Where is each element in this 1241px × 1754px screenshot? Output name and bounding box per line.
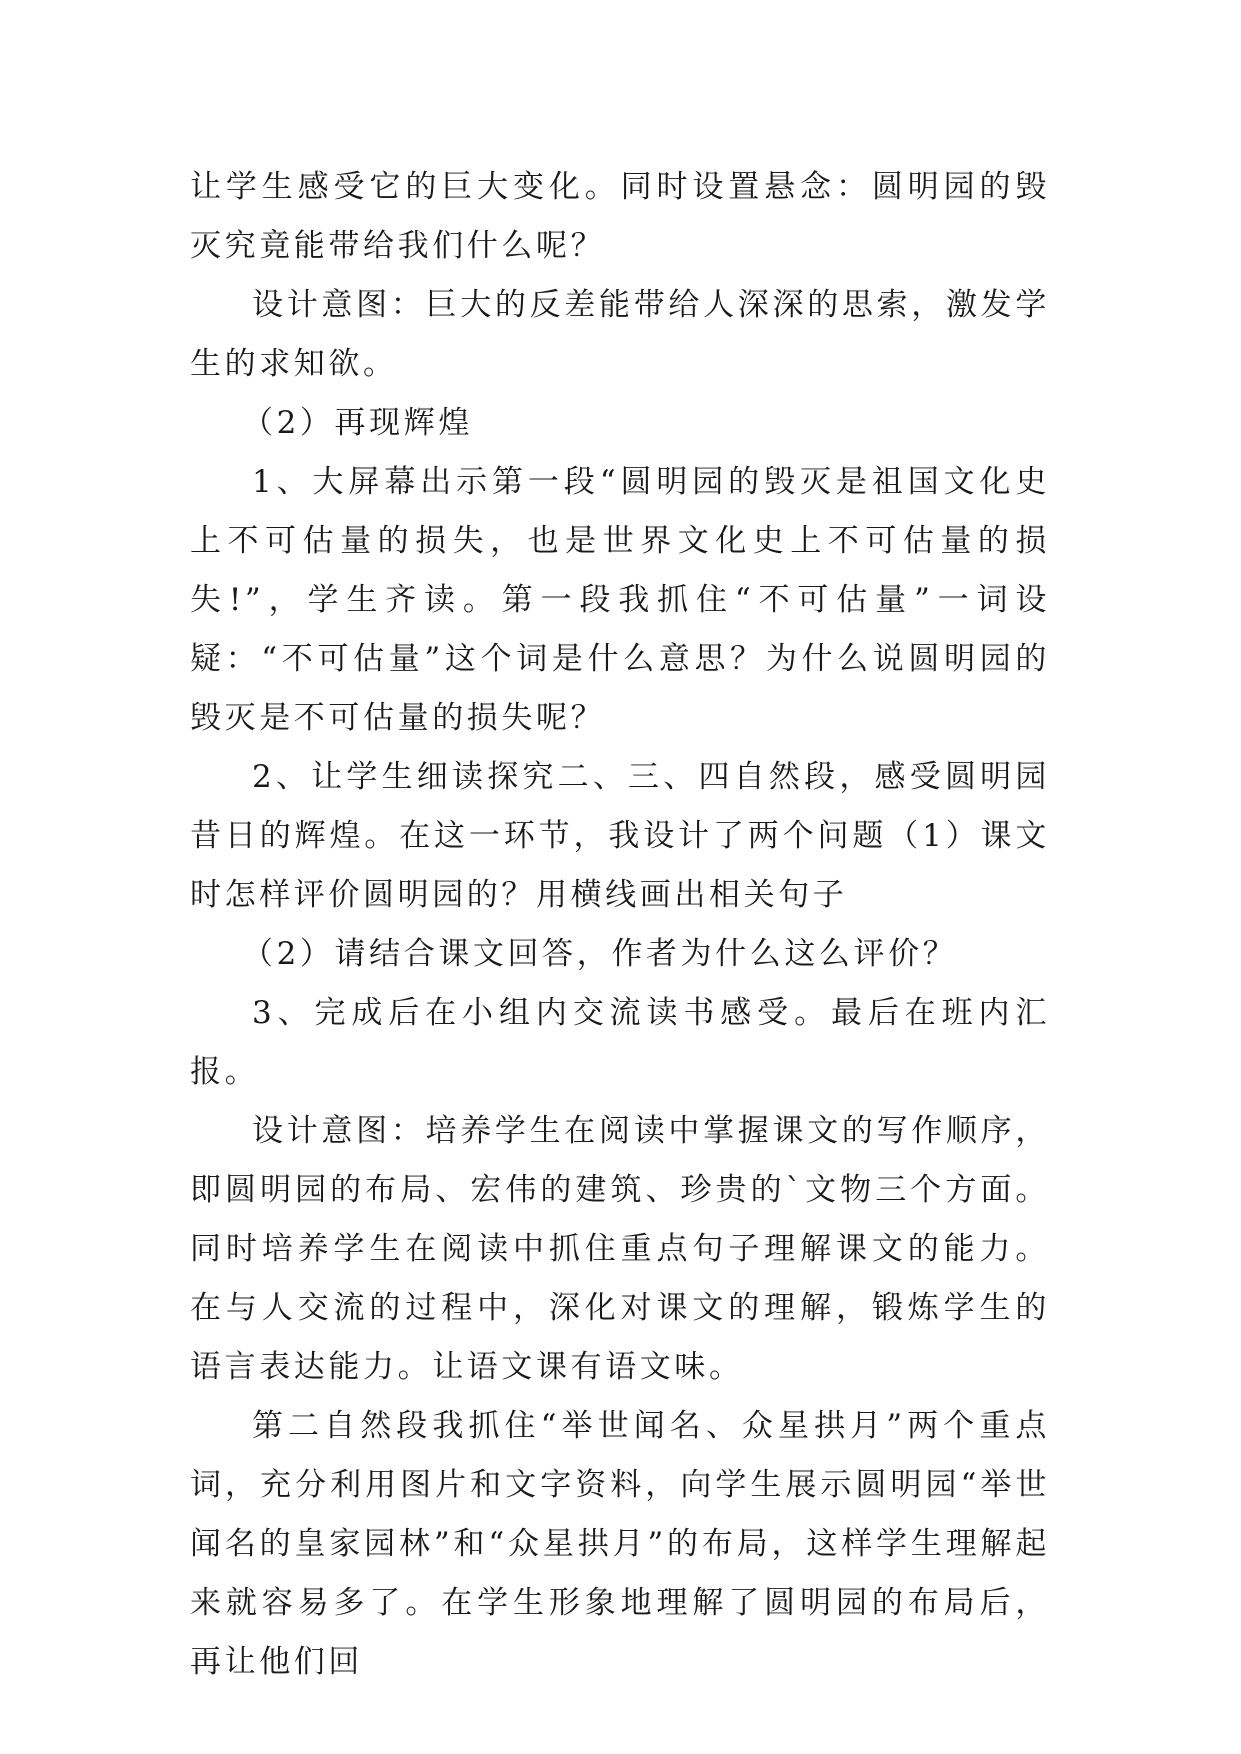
document-body: [190, 158, 1050, 1692]
paragraph-6: （2）请结合课文回答，作者为什么这么评价？: [242, 936, 958, 972]
paragraph-8: 设计意图：培养学生在阅读中掌握课文的写作顺序，即圆明园的布局、宏伟的建筑、珍贵的`文物三个方面。同时培养学生在阅读中抓住重点句子理解课文的能力。在与人交流的过程中，深化对课文的理解，锻炼学生的语言表达能力。让语文课有语文味。: [190, 1113, 1050, 1385]
paragraph-3-heading: （2）再现辉煌: [242, 405, 473, 441]
paragraph-5: 2、让学生细读探究二、三、四自然段，感受圆明园昔日的辉煌。在这一环节，我设计了两个问题（1）课文时怎样评价圆明园的？用横线画出相关句子: [190, 759, 1050, 913]
paragraph-1: 让学生感受它的巨大变化。同时设置悬念：圆明园的毁灭究竟能带给我们什么呢？: [190, 169, 1050, 264]
paragraph-7: 3、完成后在小组内交流读书感受。最后在班内汇报。: [190, 995, 1050, 1090]
paragraph-2: 设计意图：巨大的反差能带给人深深的思索，激发学生的求知欲。: [190, 287, 1050, 382]
paragraph-4: 1、大屏幕出示第一段“圆明园的毁灭是祖国文化史上不可估量的损失，也是世界文化史上不可估量的损失!”，学生齐读。第一段我抓住“不可估量”一词设疑：“不可估量”这个词是什么意思？为什么说圆明园的毁灭是不可估量的损失呢？: [190, 464, 1050, 736]
paragraph-9: 第二自然段我抓住“举世闻名、众星拱月”两个重点词，充分利用图片和文字资料，向学生展示圆明园“举世闻名的皇家园林”和“众星拱月”的布局，这样学生理解起来就容易多了。在学生形象地理解了圆明园的布局后，再让他们回: [190, 1408, 1050, 1680]
